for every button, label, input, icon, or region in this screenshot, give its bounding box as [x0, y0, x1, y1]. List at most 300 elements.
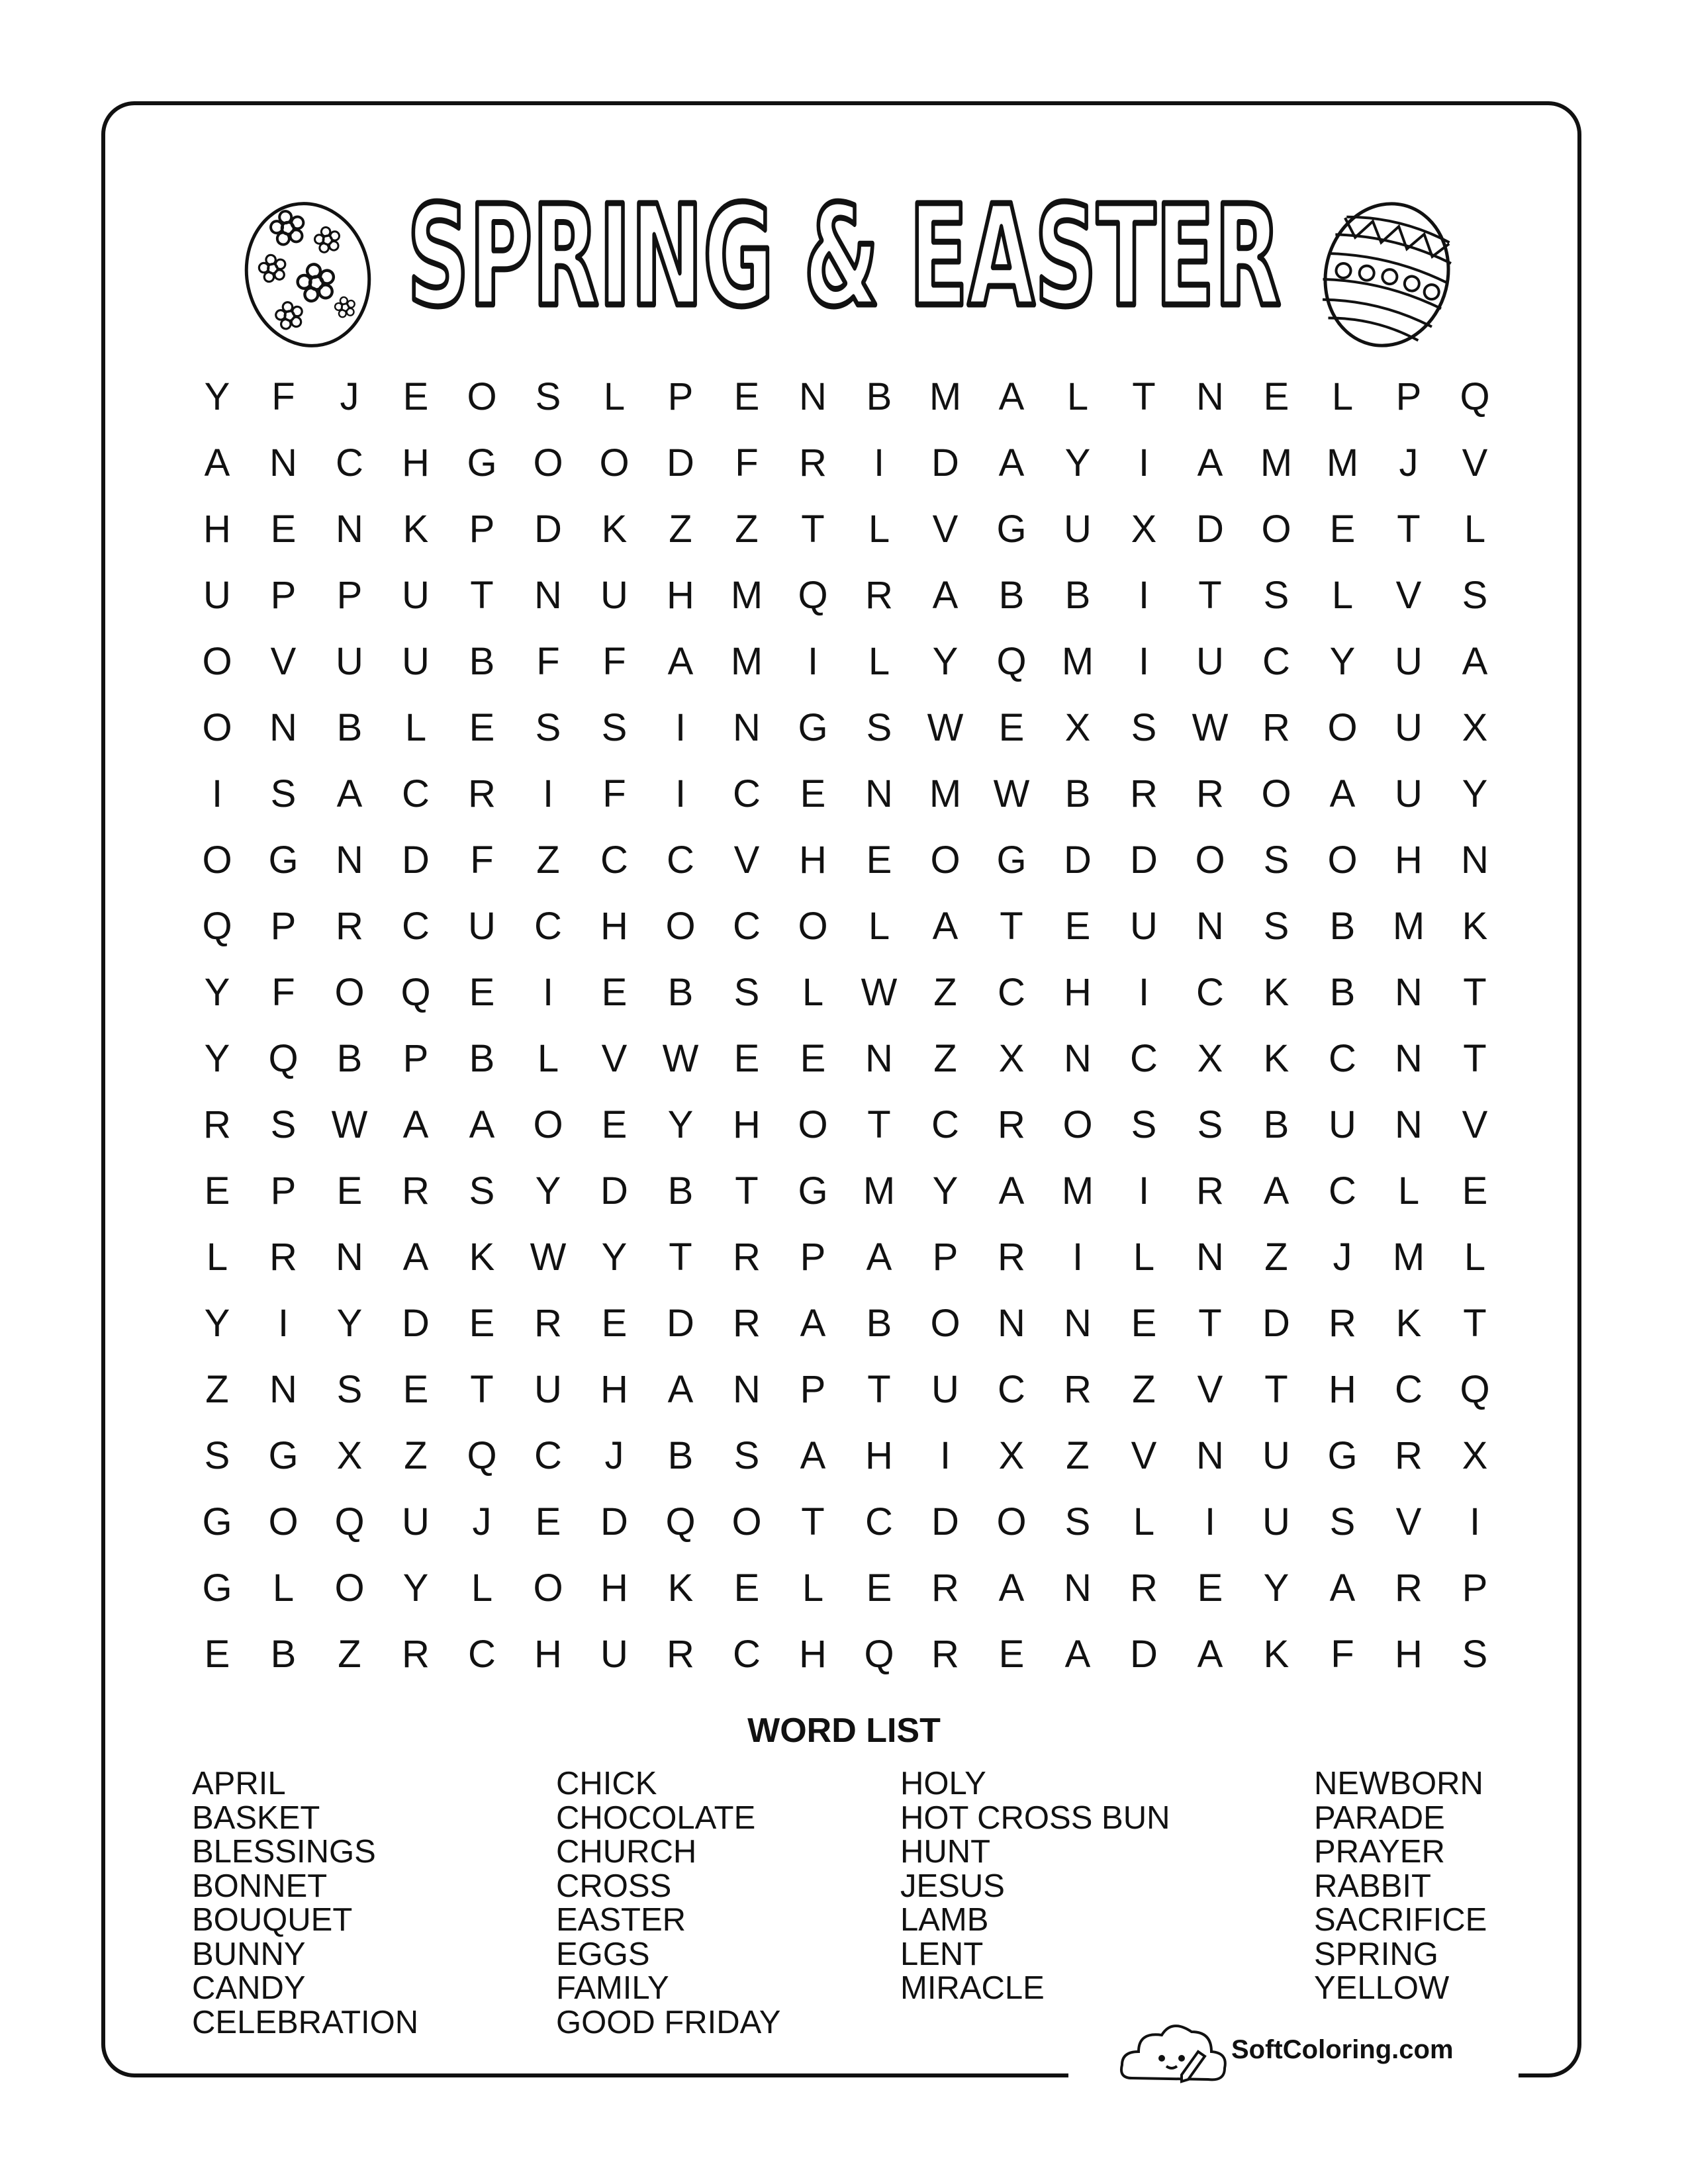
grid-letter: Q	[400, 971, 431, 1014]
grid-letter: U	[931, 1368, 959, 1411]
grid-letter: B	[866, 1302, 892, 1345]
grid-letter: M	[929, 772, 962, 815]
grid-letter: C	[402, 905, 430, 948]
grid-letter: Q	[864, 1633, 894, 1676]
grid-letter: E	[270, 508, 297, 551]
grid-letter: Z	[1264, 1236, 1288, 1279]
grid-letter: D	[402, 839, 430, 882]
grid-letter: S	[336, 1368, 363, 1411]
word-list-item: SACRIFICE	[1314, 1902, 1487, 1938]
grid-letter: P	[800, 1368, 826, 1411]
grid-letter: C	[1196, 971, 1224, 1014]
grid-letter: E	[1064, 905, 1091, 948]
grid-letter: P	[800, 1236, 826, 1279]
grid-letter: T	[801, 508, 825, 551]
grid-letter: H	[865, 1434, 893, 1477]
grid-letter: N	[998, 1302, 1025, 1345]
grid-letter: R	[534, 1302, 562, 1345]
grid-letter: Y	[204, 971, 230, 1014]
grid-letter: L	[1464, 1236, 1486, 1279]
grid-letter: Y	[1064, 441, 1091, 484]
grid-letter: Q	[1460, 375, 1490, 418]
grid-letter: L	[868, 508, 890, 551]
grid-letter: N	[534, 574, 562, 617]
grid-row	[184, 496, 1508, 563]
grid-letter: E	[998, 1633, 1025, 1676]
grid-letter: N	[1064, 1302, 1092, 1345]
grid-letter: A	[1197, 1633, 1223, 1676]
grid-letter: V	[733, 839, 760, 882]
grid-letter: X	[1197, 1037, 1223, 1080]
grid-letter: S	[733, 971, 760, 1014]
grid-letter: U	[1395, 772, 1423, 815]
grid-letter: T	[470, 1368, 494, 1411]
grid-letter: A	[1329, 1567, 1356, 1610]
grid-letter: H	[667, 574, 694, 617]
grid-letter: O	[334, 1567, 365, 1610]
grid-letter: C	[402, 772, 430, 815]
grid-letter: U	[1395, 706, 1423, 749]
grid-letter: D	[534, 508, 562, 551]
grid-letter: N	[1395, 971, 1423, 1014]
grid-letter: K	[1263, 971, 1289, 1014]
grid-letter: O	[731, 1500, 762, 1543]
grid-letter: E	[601, 971, 628, 1014]
grid-letter: B	[667, 1434, 694, 1477]
grid-letter: S	[1263, 839, 1289, 882]
grid-letter: Z	[735, 508, 759, 551]
grid-letter: Y	[204, 375, 230, 418]
word-list-item: SPRING	[1314, 1936, 1438, 1972]
grid-letter: Y	[402, 1567, 429, 1610]
grid-letter: S	[1131, 706, 1157, 749]
grid-letter: B	[667, 1169, 694, 1212]
grid-letter: H	[799, 1633, 827, 1676]
grid-letter: S	[270, 1103, 297, 1146]
grid-letter: F	[602, 640, 626, 683]
grid-letter: D	[1130, 839, 1158, 882]
grid-letter: S	[535, 706, 561, 749]
grid-letter: C	[865, 1500, 893, 1543]
grid-letter: D	[1130, 1633, 1158, 1676]
grid-row	[184, 1423, 1508, 1489]
grid-letter: U	[468, 905, 496, 948]
grid-letter: O	[930, 839, 961, 882]
word-list-item: GOOD FRIDAY	[556, 2004, 781, 2040]
grid-letter: J	[472, 1500, 492, 1543]
easter-egg-flower-icon	[228, 199, 387, 351]
grid-letter: S	[1197, 1103, 1223, 1146]
word-list-item: PRAYER	[1314, 1834, 1445, 1870]
grid-letter: H	[534, 1633, 562, 1676]
grid-letter: U	[1329, 1103, 1356, 1146]
grid-letter: L	[537, 1037, 559, 1080]
grid-letter: I	[939, 1434, 951, 1477]
word-list-item: MIRACLE	[900, 1970, 1045, 2006]
grid-letter: Q	[1460, 1368, 1490, 1411]
grid-letter: R	[998, 1103, 1025, 1146]
grid-letter: W	[993, 772, 1030, 815]
grid-letter: I	[1138, 574, 1150, 617]
grid-letter: T	[1397, 508, 1421, 551]
grid-letter: S	[733, 1434, 760, 1477]
grid-letter: D	[402, 1302, 430, 1345]
grid-letter: U	[336, 640, 363, 683]
grid-letter: E	[402, 1368, 429, 1411]
grid-letter: M	[863, 1169, 896, 1212]
grid-letter: N	[1196, 1434, 1224, 1477]
grid-row	[184, 695, 1508, 761]
grid-letter: A	[402, 1236, 429, 1279]
grid-letter: C	[998, 971, 1025, 1014]
grid-letter: R	[269, 1236, 297, 1279]
grid-letter: B	[336, 1037, 363, 1080]
grid-letter: L	[1397, 1169, 1420, 1212]
grid-letter: I	[873, 441, 885, 484]
grid-letter: I	[1138, 441, 1150, 484]
grid-letter: H	[799, 839, 827, 882]
grid-letter: U	[402, 574, 430, 617]
grid-letter: B	[667, 971, 694, 1014]
grid-letter: N	[1395, 1037, 1423, 1080]
grid-letter: L	[1331, 574, 1354, 617]
grid-letter: E	[733, 375, 760, 418]
grid-letter: U	[1130, 905, 1158, 948]
grid-letter: W	[861, 971, 898, 1014]
grid-letter: S	[601, 706, 628, 749]
grid-letter: C	[733, 1633, 761, 1676]
grid-letter: G	[996, 839, 1027, 882]
grid-letter: A	[204, 441, 230, 484]
word-list-heading: WORD LIST	[747, 1711, 941, 1750]
grid-letter: A	[1462, 640, 1488, 683]
grid-letter: X	[1462, 1434, 1488, 1477]
grid-letter: X	[998, 1037, 1025, 1080]
grid-letter: R	[1262, 706, 1290, 749]
grid-letter: L	[868, 640, 890, 683]
grid-letter: U	[600, 1633, 628, 1676]
grid-letter: E	[601, 1302, 628, 1345]
grid-letter: L	[471, 1567, 493, 1610]
grid-letter: H	[402, 441, 430, 484]
word-list-item: NEWBORN	[1314, 1766, 1483, 1801]
grid-letter: N	[1461, 839, 1489, 882]
grid-letter: Y	[1462, 772, 1488, 815]
grid-letter: Y	[932, 640, 959, 683]
grid-letter: S	[1263, 905, 1289, 948]
grid-letter: W	[530, 1236, 567, 1279]
grid-letter: C	[733, 772, 761, 815]
grid-row	[184, 893, 1508, 960]
grid-letter: T	[801, 1500, 825, 1543]
grid-letter: P	[270, 574, 297, 617]
grid-letter: X	[336, 1434, 363, 1477]
grid-letter: T	[867, 1368, 891, 1411]
grid-letter: E	[204, 1633, 230, 1676]
word-list-item: APRIL	[192, 1766, 286, 1801]
word-list-item: YELLOW	[1314, 1970, 1450, 2006]
grid-letter: E	[866, 1567, 892, 1610]
grid-row	[184, 1555, 1508, 1621]
grid-letter: N	[1395, 1103, 1423, 1146]
grid-letter: S	[1064, 1500, 1091, 1543]
grid-letter: F	[602, 772, 626, 815]
grid-letter: M	[1392, 1236, 1425, 1279]
grid-letter: Q	[665, 1500, 696, 1543]
word-list-item: BOUQUET	[192, 1902, 353, 1938]
grid-letter: P	[270, 1169, 297, 1212]
grid-letter: A	[402, 1103, 429, 1146]
grid-letter: F	[271, 971, 295, 1014]
grid-letter: B	[1329, 905, 1356, 948]
grid-letter: U	[1262, 1434, 1290, 1477]
word-search-grid	[184, 364, 1508, 1688]
grid-letter: G	[202, 1567, 232, 1610]
grid-letter: I	[277, 1302, 289, 1345]
grid-letter: O	[1062, 1103, 1093, 1146]
grid-letter: C	[1130, 1037, 1158, 1080]
grid-letter: J	[340, 375, 359, 418]
grid-row	[184, 960, 1508, 1026]
grid-letter: G	[996, 508, 1027, 551]
grid-row	[184, 1092, 1508, 1158]
word-list-item: EGGS	[556, 1936, 650, 1972]
grid-letter: L	[1464, 508, 1486, 551]
grid-letter: U	[1395, 640, 1423, 683]
grid-letter: R	[931, 1567, 959, 1610]
grid-letter: P	[270, 905, 297, 948]
grid-letter: U	[534, 1368, 562, 1411]
grid-letter: Y	[932, 1169, 959, 1212]
grid-letter: H	[1395, 1633, 1423, 1676]
word-list-item: BLESSINGS	[192, 1834, 376, 1870]
grid-letter: U	[600, 574, 628, 617]
grid-letter: O	[533, 1567, 563, 1610]
word-list-column-2	[556, 1767, 780, 2040]
grid-letter: S	[1131, 1103, 1157, 1146]
grid-letter: N	[1196, 905, 1224, 948]
grid-letter: L	[1066, 375, 1089, 418]
grid-letter: T	[867, 1103, 891, 1146]
grid-letter: D	[667, 441, 694, 484]
word-list-item: CELEBRATION	[192, 2004, 419, 2040]
grid-letter: O	[1327, 839, 1358, 882]
grid-letter: E	[336, 1169, 363, 1212]
grid-letter: P	[469, 508, 495, 551]
grid-letter: M	[1061, 640, 1094, 683]
grid-row	[184, 761, 1508, 827]
grid-letter: E	[204, 1169, 230, 1212]
grid-row	[184, 1357, 1508, 1423]
grid-letter: Y	[204, 1037, 230, 1080]
grid-letter: H	[1064, 971, 1092, 1014]
grid-letter: O	[996, 1500, 1027, 1543]
grid-letter: N	[269, 441, 297, 484]
grid-letter: H	[600, 1567, 628, 1610]
grid-letter: C	[733, 905, 761, 948]
grid-letter: S	[1263, 574, 1289, 617]
grid-letter: V	[1197, 1368, 1223, 1411]
word-list-item: CANDY	[192, 1970, 306, 2006]
grid-letter: H	[1329, 1368, 1356, 1411]
grid-letter: A	[667, 640, 694, 683]
grid-letter: G	[202, 1500, 232, 1543]
grid-letter: G	[798, 706, 828, 749]
grid-row	[184, 1026, 1508, 1092]
grid-letter: K	[402, 508, 429, 551]
grid-letter: D	[931, 441, 959, 484]
grid-letter: A	[998, 375, 1025, 418]
grid-letter: N	[865, 1037, 893, 1080]
grid-letter: Z	[205, 1368, 229, 1411]
grid-letter: S	[204, 1434, 230, 1477]
grid-letter: Z	[404, 1434, 428, 1477]
grid-letter: X	[1064, 706, 1091, 749]
grid-letter: H	[600, 1368, 628, 1411]
grid-letter: C	[667, 839, 694, 882]
grid-letter: K	[1263, 1633, 1289, 1676]
grid-letter: R	[865, 574, 893, 617]
grid-letter: P	[336, 574, 363, 617]
grid-letter: K	[469, 1236, 495, 1279]
grid-letter: G	[798, 1169, 828, 1212]
grid-letter: D	[931, 1500, 959, 1543]
grid-letter: E	[800, 1037, 826, 1080]
word-list-item: CHURCH	[556, 1834, 697, 1870]
grid-letter: O	[1195, 839, 1225, 882]
grid-letter: S	[866, 706, 892, 749]
word-list-item: BUNNY	[192, 1936, 306, 1972]
grid-letter: R	[1395, 1434, 1423, 1477]
grid-letter: P	[402, 1037, 429, 1080]
grid-letter: A	[998, 1169, 1025, 1212]
grid-letter: P	[667, 375, 694, 418]
word-list-item: BASKET	[192, 1799, 320, 1836]
grid-letter: N	[269, 1368, 297, 1411]
grid-letter: K	[1462, 905, 1488, 948]
grid-letter: K	[601, 508, 628, 551]
grid-letter: I	[1138, 640, 1150, 683]
grid-letter: A	[336, 772, 363, 815]
grid-letter: Z	[338, 1633, 361, 1676]
grid-letter: I	[675, 772, 686, 815]
grid-letter: Z	[536, 839, 560, 882]
grid-letter: L	[868, 905, 890, 948]
grid-letter: T	[1198, 1302, 1222, 1345]
grid-letter: T	[669, 1236, 692, 1279]
grid-letter: V	[1395, 1500, 1422, 1543]
grid-letter: A	[998, 441, 1025, 484]
grid-letter: R	[1196, 772, 1224, 815]
grid-letter: M	[1392, 905, 1425, 948]
grid-letter: C	[1329, 1169, 1356, 1212]
grid-letter: A	[932, 574, 959, 617]
grid-letter: R	[203, 1103, 231, 1146]
grid-letter: V	[932, 508, 959, 551]
grid-letter: D	[600, 1169, 628, 1212]
grid-letter: B	[1263, 1103, 1289, 1146]
grid-letter: T	[1463, 971, 1487, 1014]
grid-letter: N	[269, 706, 297, 749]
grid-letter: O	[1327, 706, 1358, 749]
grid-letter: E	[998, 706, 1025, 749]
grid-letter: O	[202, 706, 232, 749]
grid-letter: A	[1263, 1169, 1289, 1212]
word-list-column-3	[900, 1767, 1170, 2006]
page-title-text: SPRING & EASTER	[407, 175, 1281, 338]
word-list-column-4	[1314, 1767, 1487, 2006]
grid-letter: K	[1395, 1302, 1422, 1345]
grid-letter: C	[998, 1368, 1025, 1411]
grid-letter: O	[334, 971, 365, 1014]
word-list-item: BONNET	[192, 1868, 328, 1904]
word-list-item: EASTER	[556, 1902, 686, 1938]
grid-letter: Z	[933, 971, 957, 1014]
grid-letter: O	[599, 441, 630, 484]
grid-letter: T	[735, 1169, 759, 1212]
grid-letter: U	[203, 574, 231, 617]
grid-letter: B	[270, 1633, 297, 1676]
grid-letter: H	[1395, 839, 1423, 882]
grid-letter: M	[1061, 1169, 1094, 1212]
grid-letter: G	[467, 441, 497, 484]
grid-letter: H	[600, 905, 628, 948]
grid-letter: O	[268, 1500, 299, 1543]
word-list-item: PARADE	[1314, 1799, 1445, 1836]
grid-letter: I	[807, 640, 819, 683]
grid-letter: P	[1395, 375, 1422, 418]
grid-letter: E	[800, 772, 826, 815]
grid-letter: S	[535, 375, 561, 418]
grid-letter: P	[932, 1236, 959, 1279]
grid-letter: R	[336, 905, 363, 948]
grid-letter: A	[1197, 441, 1223, 484]
grid-letter: L	[1331, 375, 1354, 418]
grid-letter: V	[1395, 574, 1422, 617]
grid-letter: O	[798, 905, 828, 948]
grid-letter: I	[1138, 1169, 1150, 1212]
grid-letter: Y	[336, 1302, 363, 1345]
grid-letter: E	[1131, 1302, 1157, 1345]
grid-letter: D	[667, 1302, 694, 1345]
grid-letter: Y	[204, 1302, 230, 1345]
grid-letter: B	[998, 574, 1025, 617]
grid-letter: V	[1131, 1434, 1157, 1477]
grid-row	[184, 1158, 1508, 1224]
word-list-item: LENT	[900, 1936, 984, 1972]
grid-letter: G	[1327, 1434, 1358, 1477]
grid-letter: U	[1064, 508, 1092, 551]
word-list-item: RABBIT	[1314, 1868, 1431, 1904]
grid-letter: P	[1462, 1567, 1488, 1610]
grid-letter: Q	[268, 1037, 299, 1080]
grid-letter: R	[1196, 1169, 1224, 1212]
grid-letter: T	[1463, 1037, 1487, 1080]
grid-letter: D	[1196, 508, 1224, 551]
grid-letter: G	[268, 1434, 299, 1477]
grid-letter: E	[535, 1500, 561, 1543]
grid-letter: V	[1462, 1103, 1488, 1146]
grid-letter: R	[402, 1633, 430, 1676]
grid-letter: T	[470, 574, 494, 617]
page-title	[391, 165, 1297, 344]
brand-name: SoftColoring.com	[1231, 2035, 1454, 2064]
grid-letter: B	[469, 640, 495, 683]
grid-letter: A	[932, 905, 959, 948]
grid-letter: V	[601, 1037, 628, 1080]
grid-letter: I	[675, 706, 686, 749]
grid-letter: A	[800, 1302, 826, 1345]
